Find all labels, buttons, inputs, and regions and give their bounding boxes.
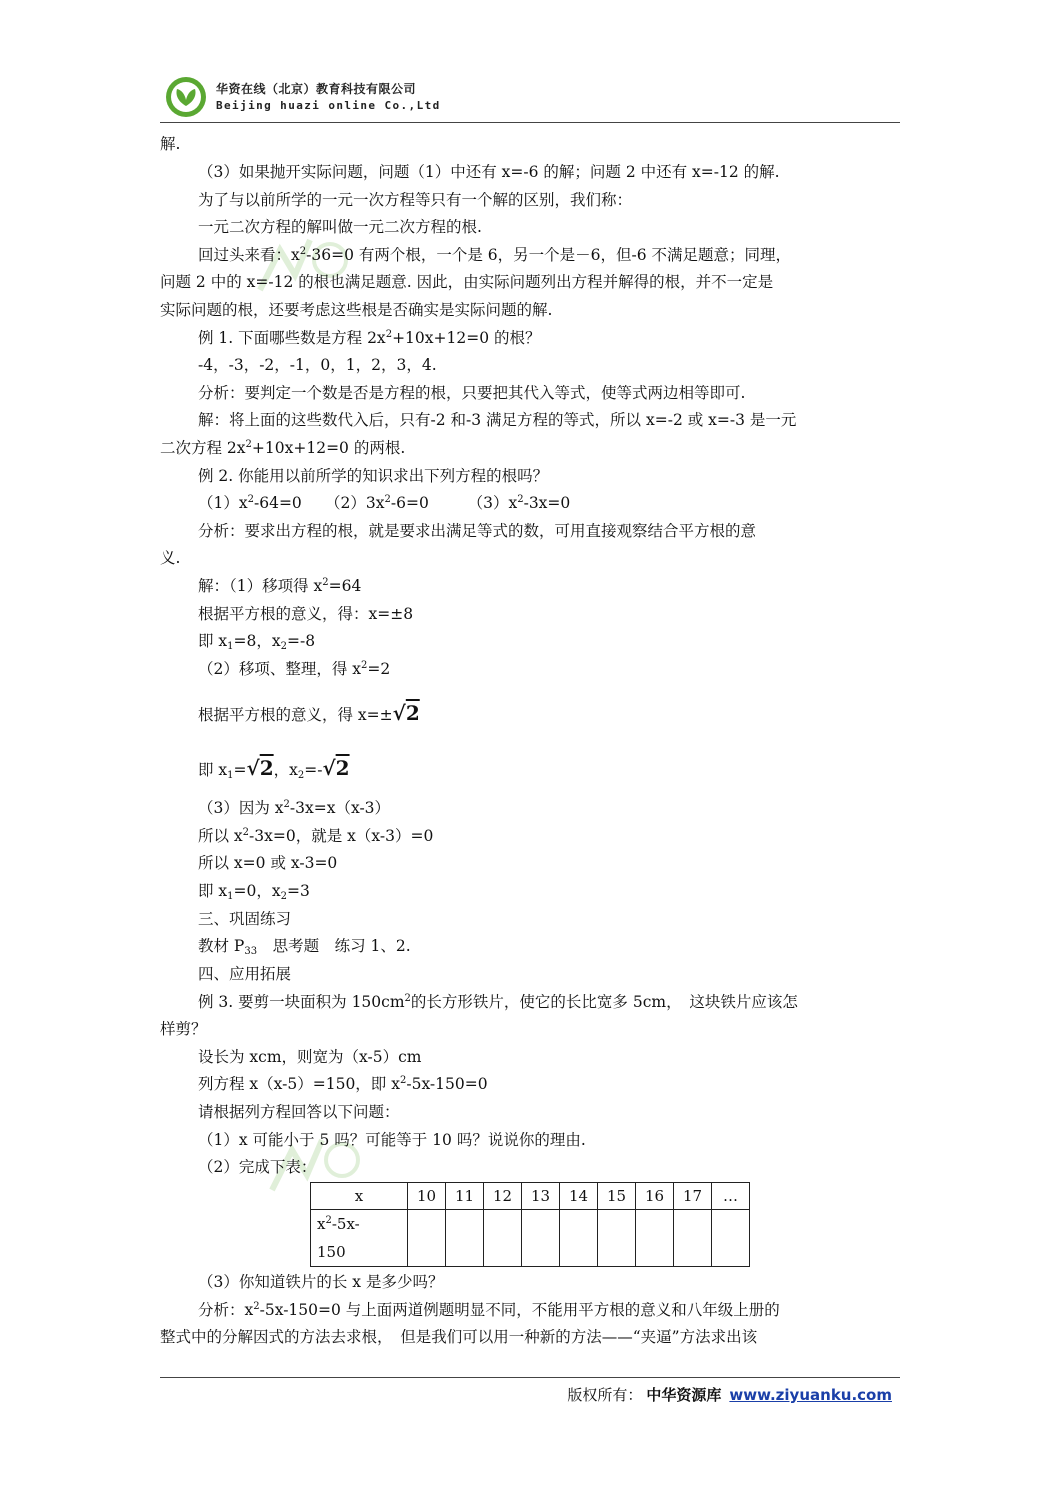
table-header-cell: 12 bbox=[484, 1183, 522, 1210]
table-header-cell: x bbox=[311, 1183, 408, 1210]
footer-link[interactable]: www.ziyuanku.com bbox=[729, 1386, 892, 1404]
text-line: （3）如果抛开实际问题，问题（1）中还有 x=-6 的解；问题 2 中还有 x=-12 的解. bbox=[198, 163, 780, 181]
table-cell bbox=[712, 1210, 750, 1267]
footer-brand: 中华资源库 bbox=[646, 1386, 722, 1404]
values-table bbox=[310, 1182, 750, 1267]
table-header-cell: 17 bbox=[674, 1183, 712, 1210]
text-line: （3）你知道铁片的长 x 是多少吗？ bbox=[198, 1273, 444, 1291]
text-line: 整式中的分解因式的方法去求根， 但是我们可以用一种新的方法——“夹逼”方法求出该 bbox=[160, 1328, 758, 1346]
example-2-title: 例 2. 你能用以前所学的知识求出下列方程的根吗？ bbox=[198, 467, 549, 485]
table-header-cell: 11 bbox=[446, 1183, 484, 1210]
text-line: （1）x 可能小于 5 吗？可能等于 10 吗？说说你的理由. bbox=[198, 1131, 586, 1149]
text-line: 根据平方根的意义，得：x=±8 bbox=[198, 605, 414, 623]
text-line: 二次方程 $2x^2+10x+12=0$ 的两根. bbox=[160, 439, 406, 457]
equation-list: $(1)x^2-64=0$ $(2)3x^2-6=0$ $(3)x^2-3x=0$ bbox=[198, 494, 571, 512]
example-3-title: 例 3. 要剪一块面积为 $150cm^2$的长方形铁片，使它的长比宽多 5cm， 这块铁片应该怎 bbox=[198, 993, 798, 1011]
sqrt-2-formula: √2 bbox=[392, 701, 420, 725]
example-1-title: 例 1. 下面哪些数是方程 $2x^2+10x+12=0$ 的根？ bbox=[198, 329, 541, 347]
text-line: 解. bbox=[160, 135, 181, 153]
table-row-label: $x^2-5x-$ 150 bbox=[311, 1210, 408, 1267]
table-cell bbox=[446, 1210, 484, 1267]
text-line: （2）移项、整理，得 $x^2=2$ bbox=[198, 660, 391, 678]
table-cell bbox=[598, 1210, 636, 1267]
text-line: 即 $x_1=8$，$x_2=-8$ bbox=[198, 632, 316, 652]
table-header-cell: 16 bbox=[636, 1183, 674, 1210]
table-cell bbox=[560, 1210, 598, 1267]
table-header-cell: 15 bbox=[598, 1183, 636, 1210]
text-line: 请根据列方程回答以下问题： bbox=[198, 1103, 400, 1121]
text-line: 列方程 x（x-5）=150，即 $x^2-5x-150=0$ bbox=[198, 1075, 488, 1093]
text-line: 为了与以前所学的一元一次方程等只有一个解的区别，我们称： bbox=[198, 191, 633, 209]
copyright-footer bbox=[567, 1384, 892, 1405]
text-line: 实际问题的根，还要考虑这些根是否确实是实际问题的解. bbox=[160, 301, 553, 319]
table-header-cell: 10 bbox=[408, 1183, 446, 1210]
company-logo bbox=[165, 76, 207, 118]
text-line: （2）完成下表： bbox=[198, 1158, 317, 1176]
text-line: 即 $x_1=√2$，$x_2=-√2$ bbox=[198, 756, 350, 781]
text-line: 教材 $P_{33}$ 思考题 练习 1、2. bbox=[198, 937, 411, 957]
text-line: 分析：要求出方程的根，就是要求出满足等式的数，可用直接观察结合平方根的意 bbox=[198, 522, 757, 540]
text-line: 根据平方根的意义，得 x=±√2 bbox=[198, 701, 420, 725]
table-cell bbox=[636, 1210, 674, 1267]
footer-divider bbox=[160, 1377, 900, 1378]
text-line: 解：（1）移项得 $x^2=64$ bbox=[198, 577, 362, 595]
table-header-cell: 13 bbox=[522, 1183, 560, 1210]
table-cell bbox=[484, 1210, 522, 1267]
text-line: 所以 x=0 或 x-3=0 bbox=[198, 854, 338, 872]
text-line: （3）因为 $x^2-3x=x(x-3)$ bbox=[198, 799, 391, 817]
company-name-en: Beijing huazi online Co.,Ltd bbox=[216, 99, 441, 112]
table-cell bbox=[522, 1210, 560, 1267]
table-header-cell: 14 bbox=[560, 1183, 598, 1210]
sqrt-2-formula: √2 bbox=[322, 756, 350, 780]
text-line: 解：将上面的这些数代入后，只有-2 和-3 满足方程的等式，所以 x=-2 或 x=-3 是一元 bbox=[198, 411, 797, 429]
text-line: 样剪？ bbox=[160, 1020, 207, 1038]
text-line: 即 $x_1=0$，$x_2=3$ bbox=[198, 882, 310, 902]
text-line: 分析：$x^2-5x-150=0$ 与上面两道例题明显不同，不能用平方根的意义和八年级上册的 bbox=[198, 1301, 780, 1319]
text-line: 设长为 xcm，则宽为（x-5）cm bbox=[198, 1048, 422, 1066]
table-header-cell: … bbox=[712, 1183, 750, 1210]
section-heading: 三、巩固练习 bbox=[198, 910, 292, 928]
text-line: 问题 2 中的 x=-12 的根也满足题意. 因此，由实际问题列出方程并解得的根，并不一定是 bbox=[160, 273, 774, 291]
definition-line: 一元二次方程的解叫做一元二次方程的根. bbox=[198, 218, 482, 236]
text-line: 义. bbox=[160, 549, 181, 567]
table-row bbox=[311, 1183, 750, 1210]
header-divider bbox=[160, 122, 900, 123]
text-line: 分析：要判定一个数是否是方程的根，只要把其代入等式，使等式两边相等即可. bbox=[198, 384, 746, 402]
copyright-prefix: 版权所有： bbox=[567, 1386, 643, 1404]
text-line: -4，-3，-2，-1，0，1，2，3，4. bbox=[198, 356, 437, 374]
table-cell bbox=[674, 1210, 712, 1267]
sqrt-2-formula: √2 bbox=[246, 756, 274, 780]
company-name-cn: 华资在线（北京）教育科技有限公司 bbox=[216, 82, 417, 96]
section-heading: 四、应用拓展 bbox=[198, 965, 292, 983]
text-line: 回过头来看：$x^2-36=0$ 有两个根，一个是 6，另一个是－6，但-6 不满足题意；同理， bbox=[198, 246, 792, 264]
table-row bbox=[311, 1210, 750, 1267]
text-line: 所以 $x^2-3x=0$，就是 x（x-3）=0 bbox=[198, 827, 434, 845]
table-cell bbox=[408, 1210, 446, 1267]
